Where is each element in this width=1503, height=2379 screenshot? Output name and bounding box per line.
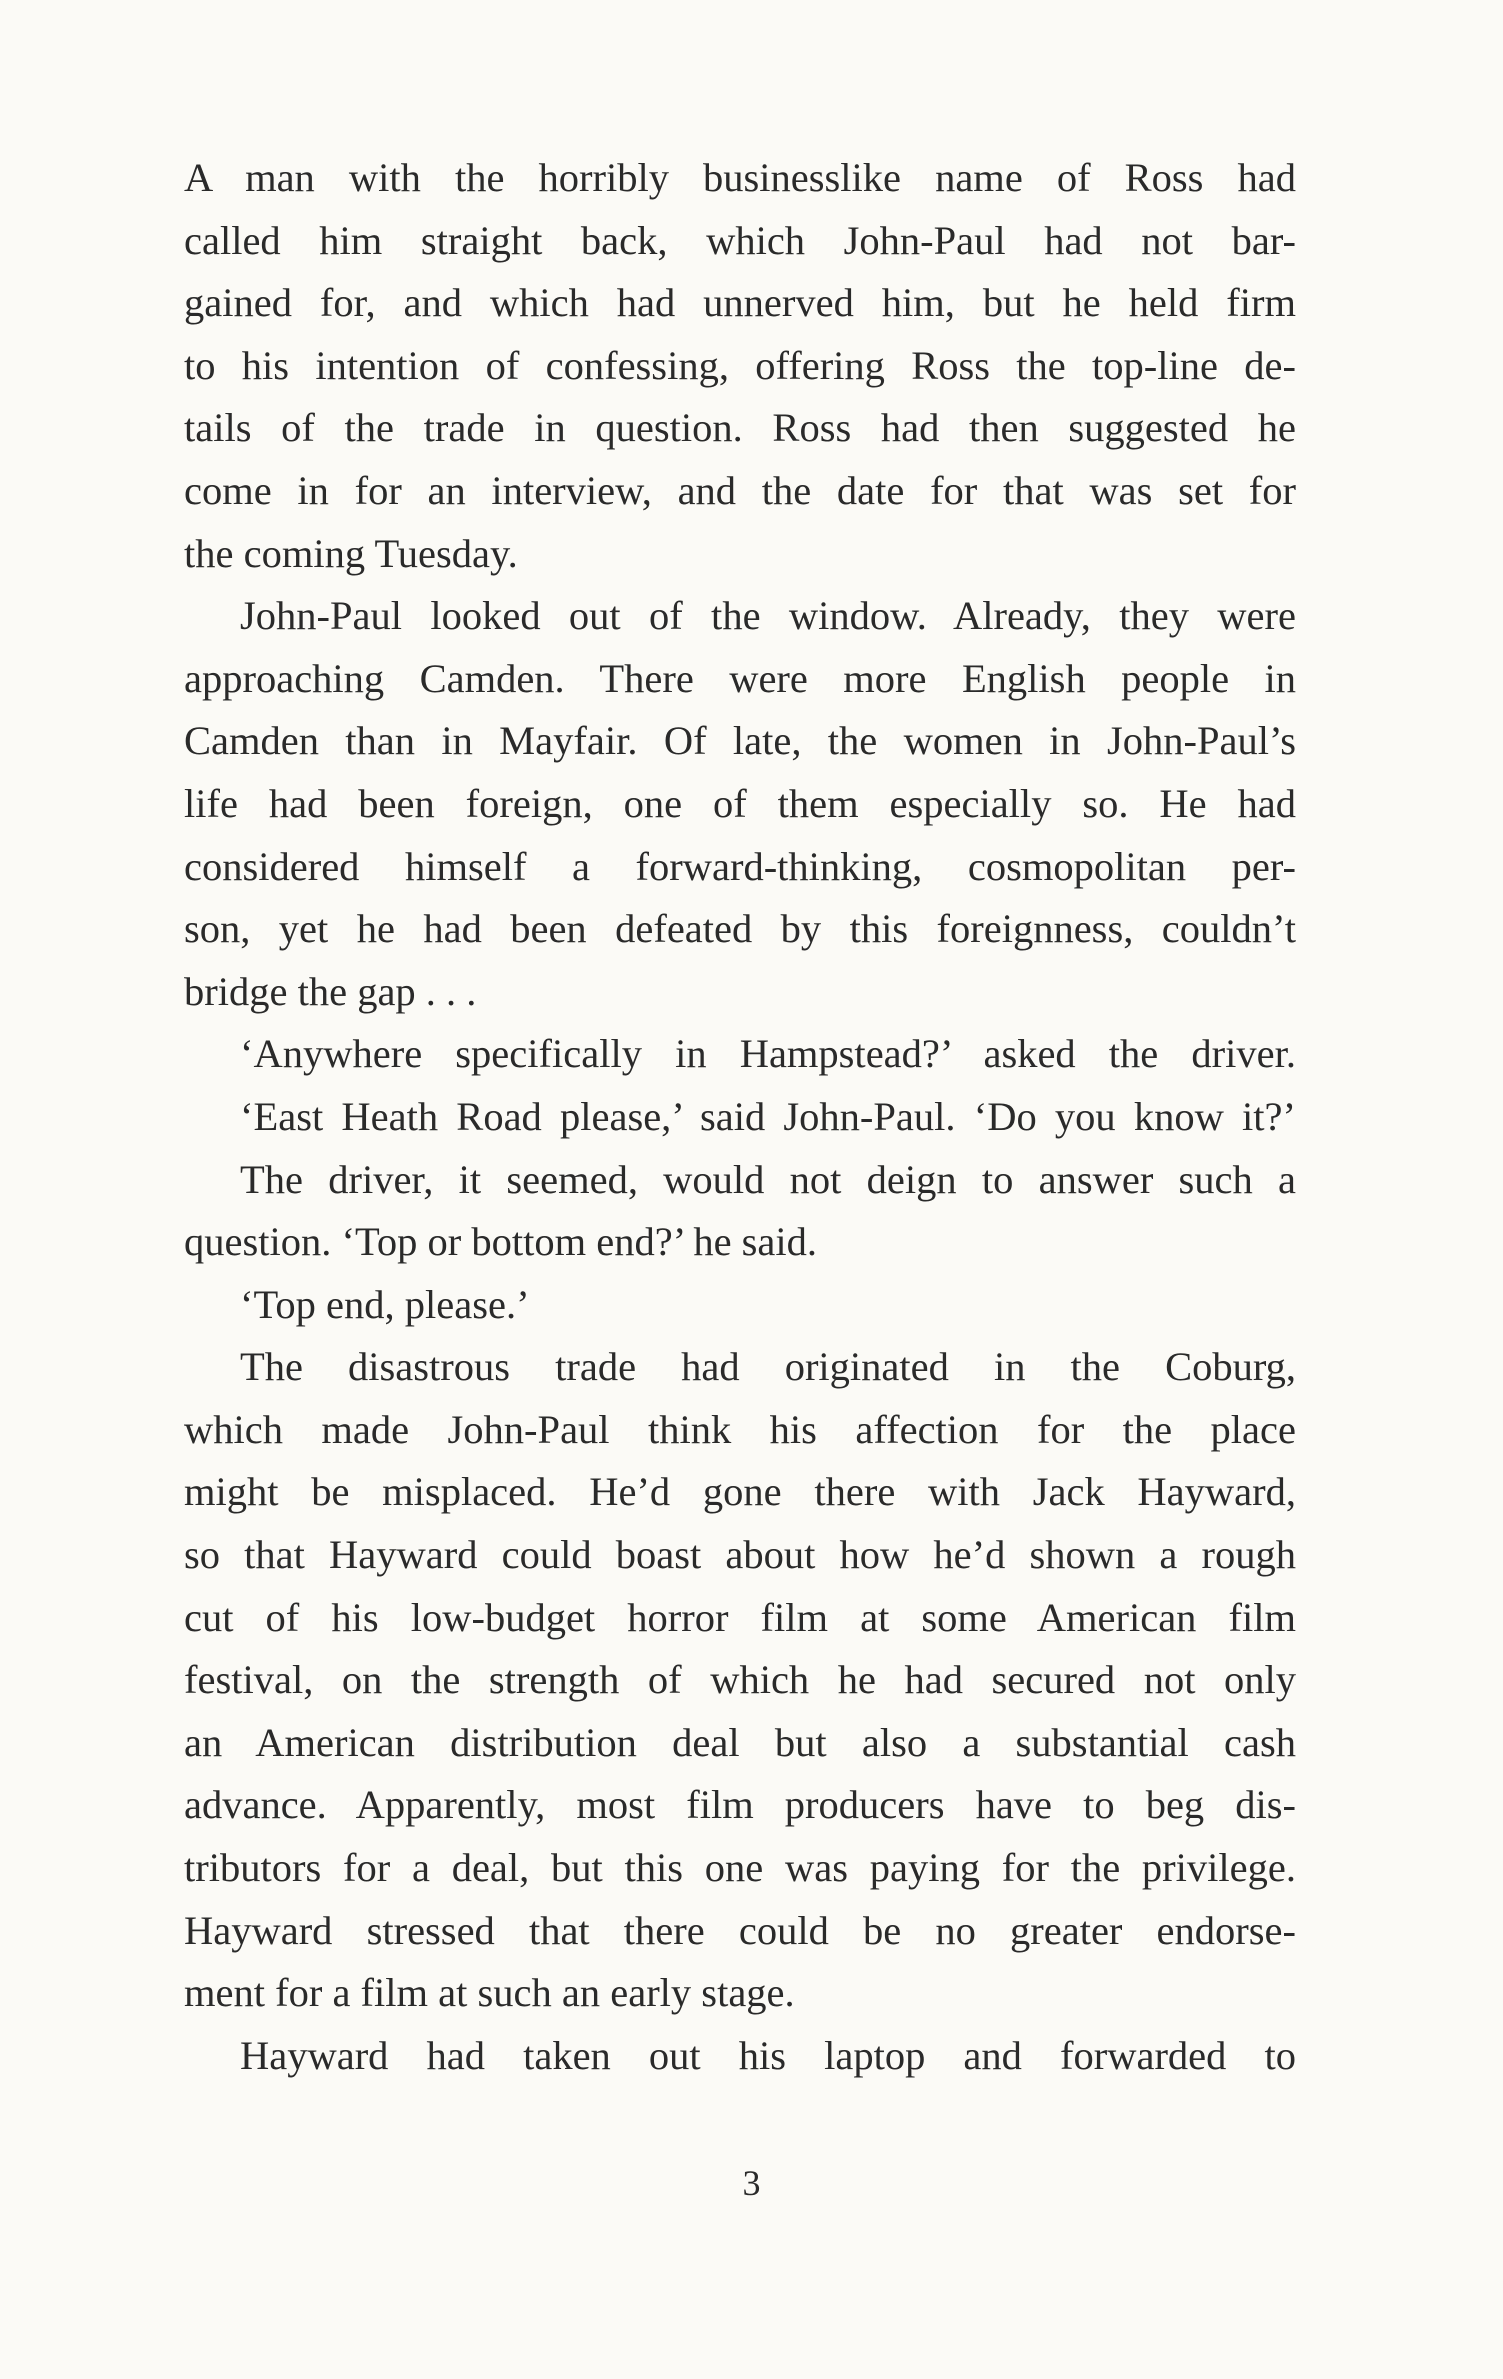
text-line: to his intention of confessing, offering Ross the top-line de- xyxy=(184,342,1296,388)
text-line: an American distribution deal but also a substantial cash xyxy=(184,1719,1296,1765)
text-line: The driver, it seemed, would not deign to answer such a xyxy=(240,1156,1296,1202)
text-line: Hayward stressed that there could be no greater endorse- xyxy=(184,1907,1296,1953)
text-line: question. ‘Top or bottom end?’ he said. xyxy=(184,1219,818,1265)
text-line: A man with the horribly businesslike name of Ross had xyxy=(184,155,1296,200)
body-text xyxy=(184,147,1296,2087)
page-number: 3 xyxy=(742,2163,761,2203)
text-line: life had been foreign, one of them especially so. He had xyxy=(184,780,1296,826)
text-line: advance. Apparently, most film producers have to beg dis- xyxy=(184,1782,1296,1828)
text-line: the coming Tuesday. xyxy=(184,530,518,576)
text-line: called him straight back, which John-Paul had not bar- xyxy=(184,217,1296,263)
text-line: might be misplaced. He’d gone there with Jack Hayward, xyxy=(184,1469,1296,1515)
text-line: ‘Anywhere specifically in Hampstead?’ asked the driver. xyxy=(240,1031,1296,1077)
text-line: ment for a film at such an early stage. xyxy=(184,1970,795,2016)
text-line: Camden than in Mayfair. Of late, the women in John-Paul’s xyxy=(184,718,1296,764)
text-line: ‘Top end, please.’ xyxy=(240,1281,530,1327)
text-line: John-Paul looked out of the window. Already, they were xyxy=(240,593,1296,639)
text-line: festival, on the strength of which he had secured not only xyxy=(184,1657,1296,1703)
text-line: ‘East Heath Road please,’ said John-Paul. ‘Do you know it?’ xyxy=(240,1093,1296,1139)
text-line: which made John-Paul think his affection for the place xyxy=(184,1406,1296,1452)
text-line: The disastrous trade had originated in the Coburg, xyxy=(240,1344,1296,1390)
text-line: Hayward had taken out his laptop and forwarded to xyxy=(240,2032,1296,2078)
text-line: so that Hayward could boast about how he’d shown a rough xyxy=(184,1532,1296,1578)
text-line: tails of the trade in question. Ross had then suggested he xyxy=(184,405,1296,451)
text-line: son, yet he had been defeated by this foreignness, couldn’t xyxy=(184,906,1296,952)
text-line: cut of his low-budget horror film at some American film xyxy=(184,1594,1296,1640)
text-line: gained for, and which had unnerved him, but he held firm xyxy=(184,280,1296,326)
text-line: bridge the gap . . . xyxy=(184,968,477,1014)
text-line: come in for an interview, and the date for that was set for xyxy=(184,467,1296,513)
text-line: tributors for a deal, but this one was paying for the privilege. xyxy=(184,1845,1296,1891)
text-line: approaching Camden. There were more English people in xyxy=(184,655,1296,701)
text-line: considered himself a forward-thinking, cosmopolitan per- xyxy=(184,843,1296,889)
